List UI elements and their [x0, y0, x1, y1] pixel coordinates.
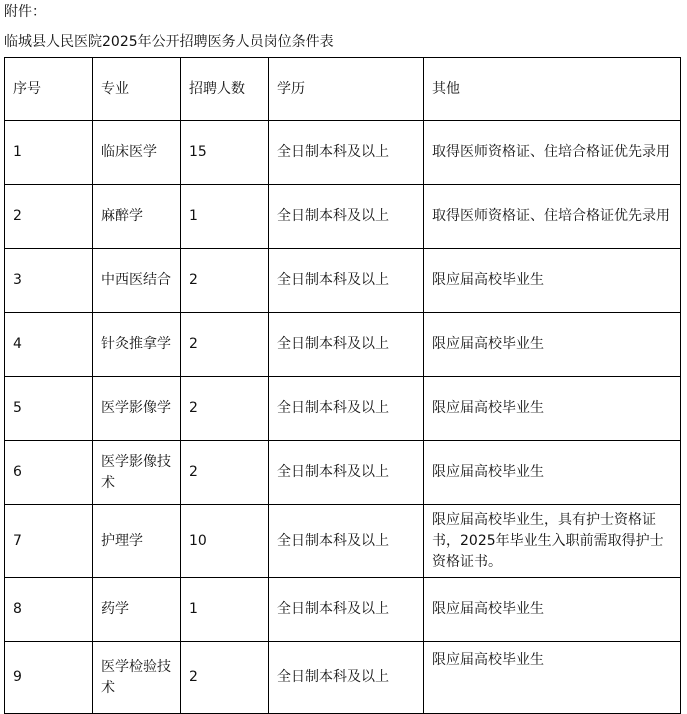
cell-specialty: 麻醉学 — [93, 185, 181, 249]
cell-education: 全日制本科及以上 — [269, 249, 424, 313]
table-row — [5, 642, 681, 714]
table-row — [5, 313, 681, 377]
cell-hiring-count: 10 — [181, 505, 269, 578]
attachment-label: 附件： — [4, 4, 46, 20]
cell-hiring-count: 2 — [181, 313, 269, 377]
table-row — [5, 578, 681, 642]
cell-specialty: 中西医结合 — [93, 249, 181, 313]
cell-serial-number: 7 — [5, 505, 93, 578]
cell-education: 全日制本科及以上 — [269, 377, 424, 441]
cell-education: 全日制本科及以上 — [269, 578, 424, 642]
cell-serial-number: 6 — [5, 441, 93, 505]
cell-serial-number: 5 — [5, 377, 93, 441]
cell-specialty: 医学影像学 — [93, 377, 181, 441]
cell-other-requirements: 限应届高校毕业生 — [424, 313, 681, 377]
cell-education: 全日制本科及以上 — [269, 121, 424, 185]
cell-specialty: 护理学 — [93, 505, 181, 578]
cell-specialty: 医学检验技术 — [93, 642, 181, 714]
cell-specialty: 药学 — [93, 578, 181, 642]
table-row — [5, 441, 681, 505]
document-title: 临城县人民医院2025年公开招聘医务人员岗位条件表 — [4, 34, 334, 50]
cell-hiring-count: 2 — [181, 249, 269, 313]
cell-serial-number: 3 — [5, 249, 93, 313]
cell-other-requirements: 限应届高校毕业生，具有护士资格证书，2025年毕业生入职前需取得护士资格证书。 — [424, 505, 681, 578]
table-header-row — [5, 58, 681, 121]
cell-hiring-count: 2 — [181, 642, 269, 714]
header-specialty: 专业 — [93, 58, 181, 121]
cell-hiring-count: 1 — [181, 578, 269, 642]
cell-education: 全日制本科及以上 — [269, 313, 424, 377]
cell-education: 全日制本科及以上 — [269, 505, 424, 578]
cell-serial-number: 9 — [5, 642, 93, 714]
table-row — [5, 505, 681, 578]
header-education: 学历 — [269, 58, 424, 121]
cell-other-requirements: 取得医师资格证、住培合格证优先录用 — [424, 121, 681, 185]
position-requirements-table — [4, 57, 681, 714]
header-other-requirements: 其他 — [424, 58, 681, 121]
cell-other-requirements: 限应届高校毕业生 — [424, 377, 681, 441]
table-row — [5, 377, 681, 441]
cell-hiring-count: 1 — [181, 185, 269, 249]
cell-serial-number: 4 — [5, 313, 93, 377]
cell-hiring-count: 2 — [181, 377, 269, 441]
cell-specialty: 临床医学 — [93, 121, 181, 185]
header-serial-number: 序号 — [5, 58, 93, 121]
cell-serial-number: 8 — [5, 578, 93, 642]
cell-serial-number: 1 — [5, 121, 93, 185]
header-hiring-count: 招聘人数 — [181, 58, 269, 121]
cell-other-requirements: 限应届高校毕业生 — [424, 578, 681, 642]
table-row — [5, 121, 681, 185]
cell-serial-number: 2 — [5, 185, 93, 249]
cell-other-requirements: 限应届高校毕业生 — [424, 249, 681, 313]
cell-other-requirements: 限应届高校毕业生 — [424, 441, 681, 505]
cell-specialty: 医学影像技术 — [93, 441, 181, 505]
cell-education: 全日制本科及以上 — [269, 185, 424, 249]
cell-other-requirements: 限应届高校毕业生 — [424, 642, 681, 714]
cell-specialty: 针灸推拿学 — [93, 313, 181, 377]
cell-other-requirements: 取得医师资格证、住培合格证优先录用 — [424, 185, 681, 249]
cell-education: 全日制本科及以上 — [269, 642, 424, 714]
cell-hiring-count: 2 — [181, 441, 269, 505]
cell-education: 全日制本科及以上 — [269, 441, 424, 505]
table-row — [5, 185, 681, 249]
table-row — [5, 249, 681, 313]
cell-hiring-count: 15 — [181, 121, 269, 185]
